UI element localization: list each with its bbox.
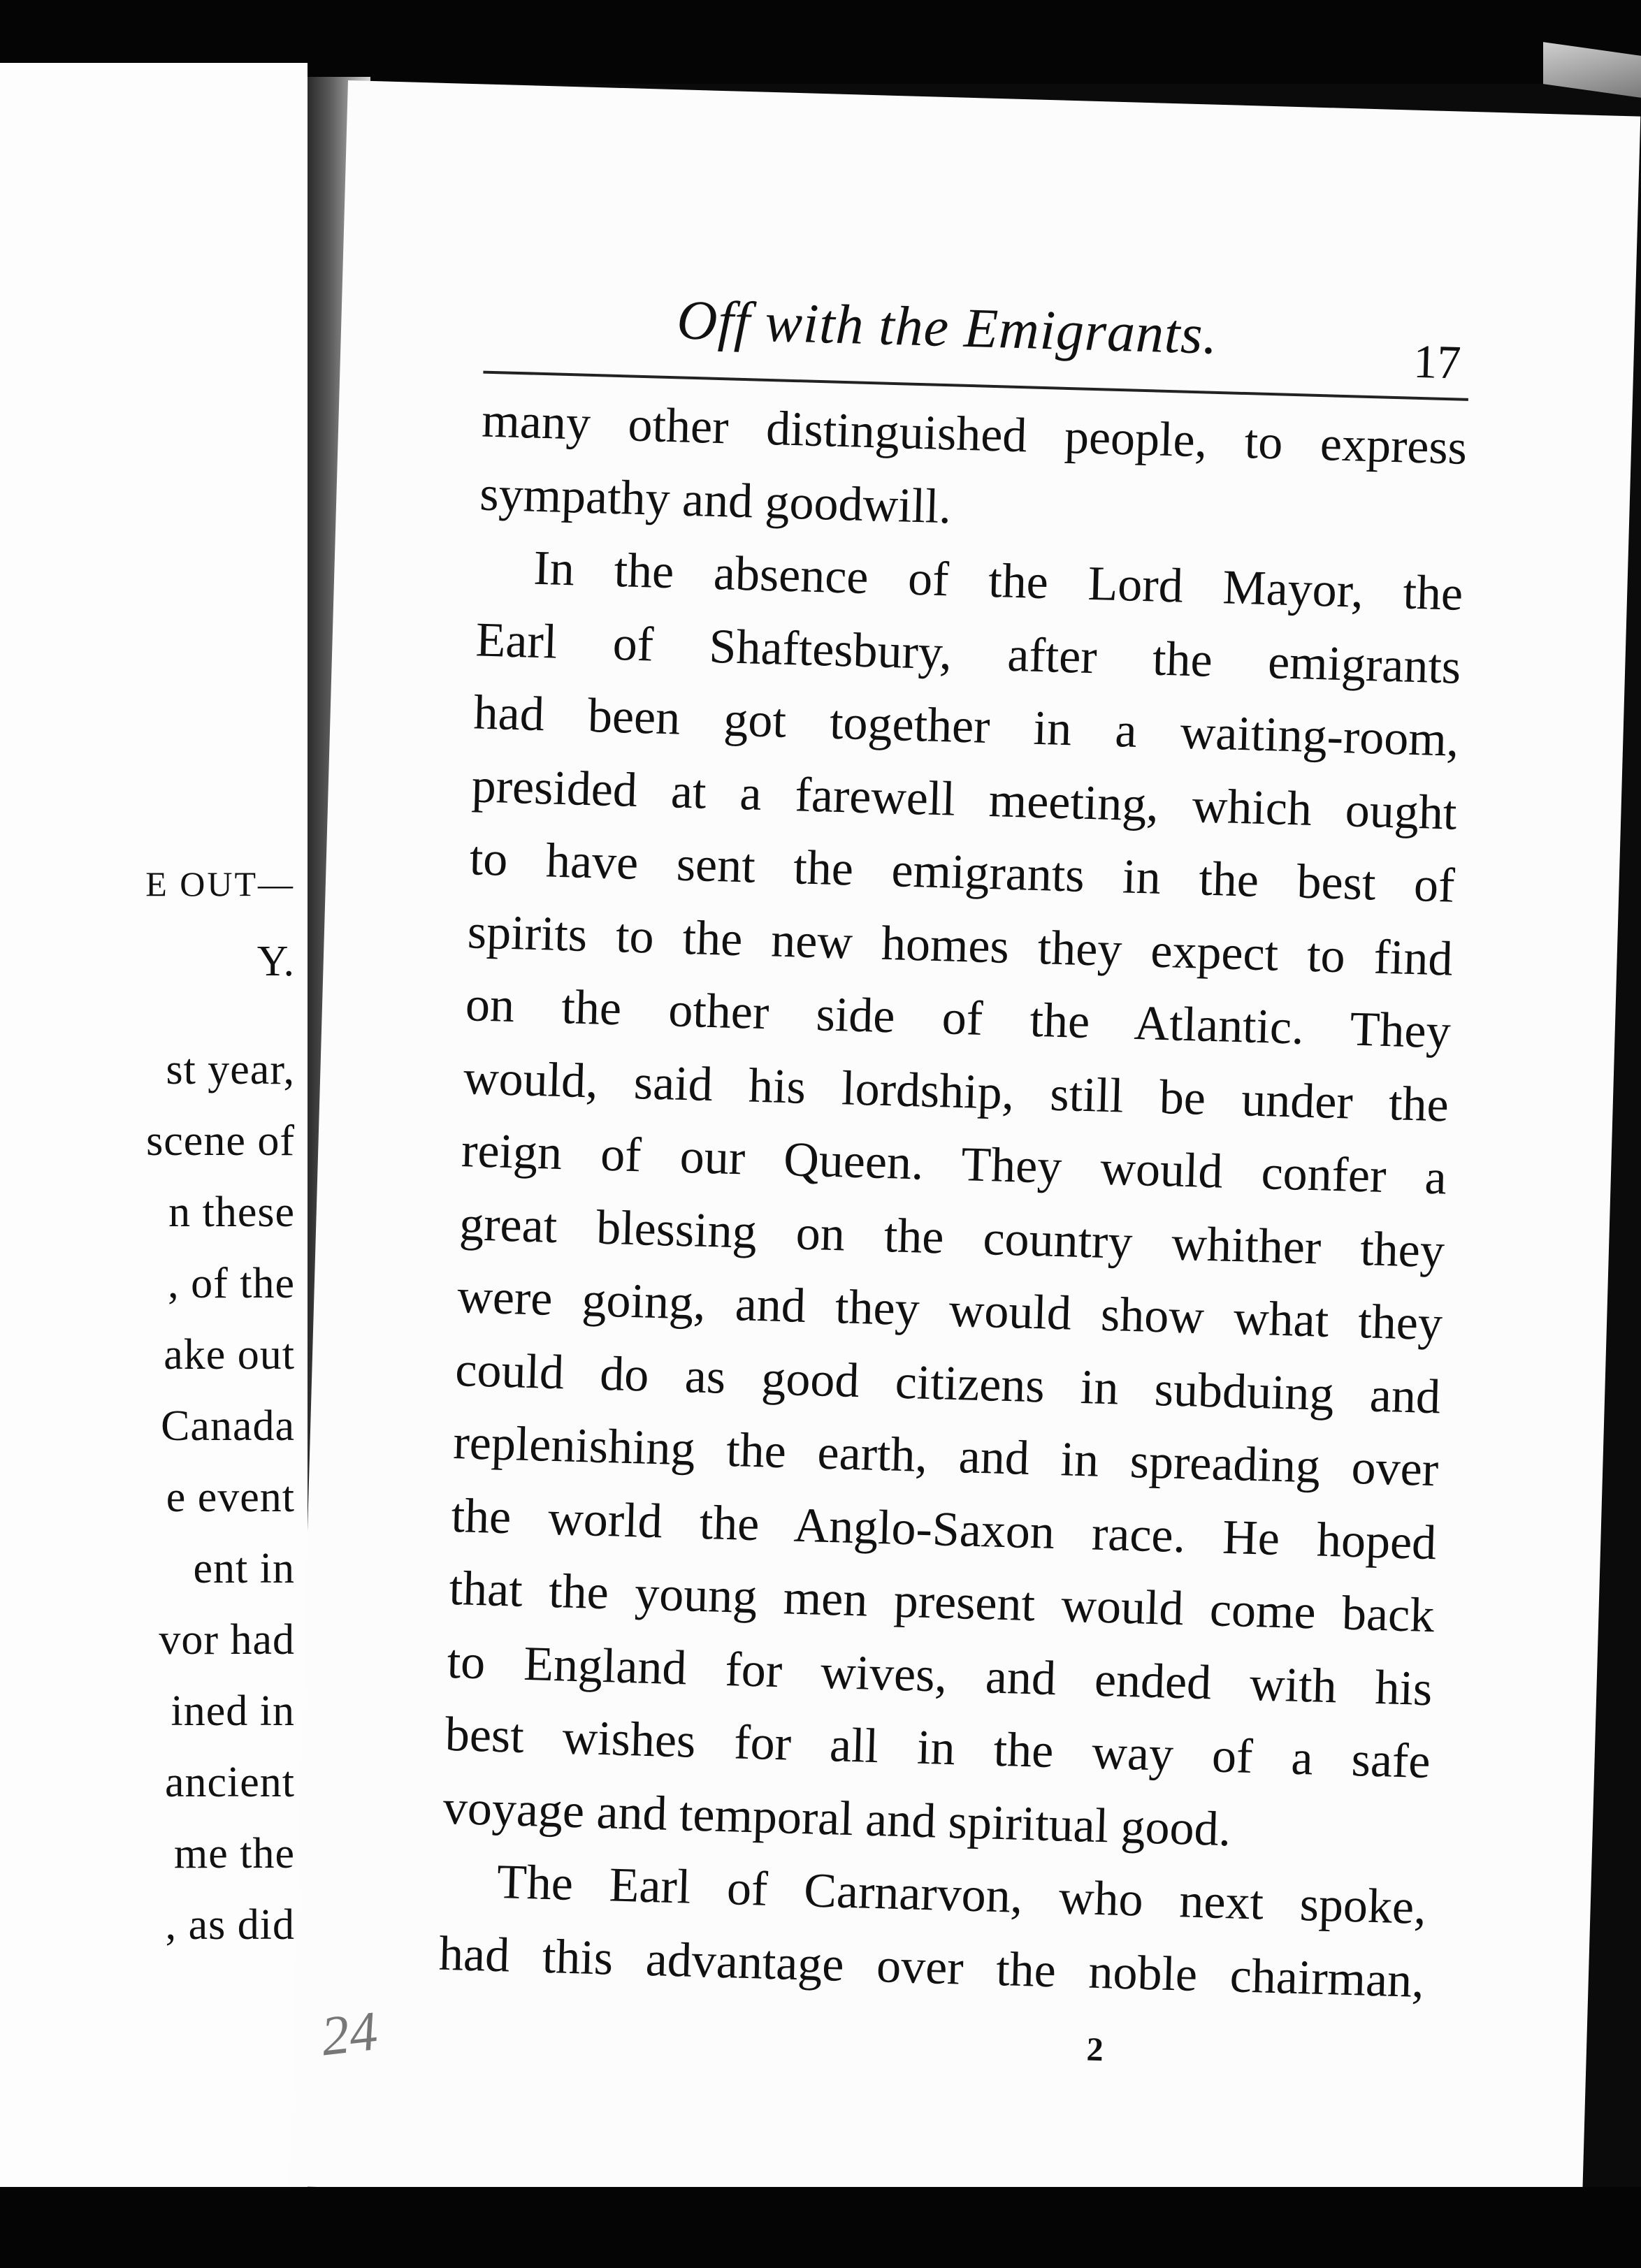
left-heading-line: Y. [256, 938, 295, 985]
left-text-line: vor had [159, 1616, 295, 1664]
text-line: to have sent the emigrants in the best of [468, 831, 1456, 913]
text-line: sympathy and goodwill. [479, 467, 953, 534]
text-line: best wishes for all in the way of a safe [444, 1707, 1431, 1789]
bottom-border [0, 2187, 1641, 2268]
left-text-line: ent in [193, 1545, 295, 1592]
text-line: In the absence of the Lord Mayor, the [533, 541, 1464, 621]
left-heading-line: E OUT— [145, 864, 295, 903]
signature-mark: 2 [1085, 2030, 1104, 2069]
text-line: to England for wives, and ended with his [446, 1634, 1433, 1716]
left-text-line: e event [166, 1474, 295, 1521]
left-page [0, 63, 308, 2187]
text-line: Earl of Shaftesbury, after the emigrants [475, 612, 1462, 695]
text-line: replenishing the earth, and in spreading over [452, 1415, 1440, 1497]
left-text-line: st year, [166, 1046, 295, 1093]
text-line: voyage and temporal and spiritual good. [442, 1780, 1232, 1856]
right-page [289, 80, 1640, 2222]
left-text-line: , as did [165, 1901, 295, 1949]
text-line: The Earl of Carnarvon, who next spoke, [496, 1854, 1427, 1935]
left-text-line: n these [168, 1188, 295, 1236]
left-text-line: scene of [146, 1117, 295, 1165]
left-text-line: Canada [161, 1402, 295, 1450]
left-text-line: , of the [168, 1260, 295, 1307]
text-line: would, said his lordship, still be under the [463, 1050, 1450, 1133]
text-line: that the young men present would come back [448, 1561, 1436, 1643]
text-line: on the other side of the Atlantic. They [465, 977, 1452, 1059]
body-text [438, 385, 1468, 2018]
text-line: had this advantage over the noble chairman, [438, 1926, 1425, 2008]
left-text-line: ancient [164, 1759, 295, 1806]
left-text-line: me the [174, 1830, 295, 1877]
page-number: 17 [1412, 334, 1462, 389]
text-line: great blessing on the country whither they [458, 1196, 1445, 1278]
text-line: could do as good citizens in subduing and [454, 1342, 1442, 1424]
left-text-line: ined in [171, 1687, 295, 1735]
text-line: many other distinguished people, to express [481, 393, 1468, 475]
text-line: spirits to the new homes they expect to find [466, 904, 1454, 987]
text-line: had been got together in a waiting-room, [472, 685, 1460, 767]
text-line: presided at a farewell meeting, which ought [470, 758, 1458, 841]
left-text-line: ake out [164, 1331, 295, 1379]
text-line: the world the Anglo-Saxon race. He hoped [450, 1488, 1438, 1570]
handwritten-note: 24 [318, 2000, 381, 2068]
text-line: reign of our Queen. They would confer a [461, 1124, 1447, 1205]
text-line: were going, and they would show what they [456, 1270, 1443, 1351]
running-head: Off with the Emigrants. [676, 289, 1219, 366]
